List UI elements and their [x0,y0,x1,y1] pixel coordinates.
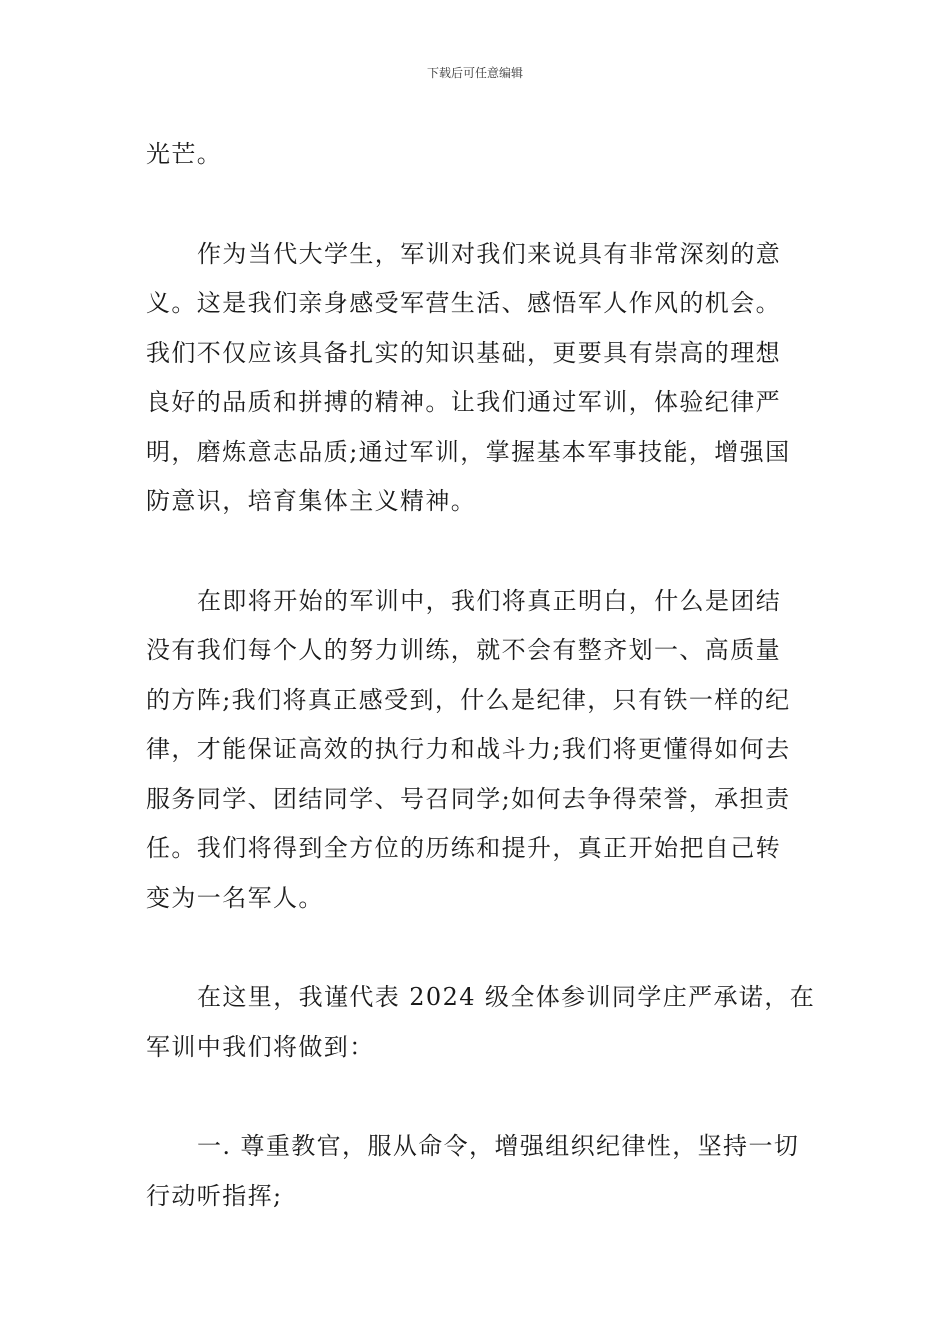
text-line: 行动听指挥; [146,1181,283,1210]
text-line: 军训中我们将做到： [146,1032,375,1061]
text-line: 在这里，我谨代表 2024 级全体参训同学庄严承诺，在 [197,983,816,1011]
paragraph-significance [146,230,811,527]
paragraph-pledge [146,973,816,1072]
paragraph-unity-discipline [146,577,811,924]
text-line: 任。我们将得到全方位的历练和提升，真正开始把自己转 [146,834,781,862]
paragraph-gap [146,180,811,230]
text-line: 良好的品质和拼搏的精神。让我们通过军训，体验纪律严 [146,388,781,416]
text-line: 明，磨炼意志品质;通过军训，掌握基本军事技能，增强国 [146,437,791,466]
text-line: 服务同学、团结同学、号召同学;如何去争得荣誉，承担责 [146,784,791,813]
text-line: 律，才能保证高效的执行力和战斗力;我们将更懂得如何去 [146,735,791,763]
paragraph-continuation [146,130,811,180]
text-line: 我们不仅应该具备扎实的知识基础，更要具有崇高的理想 [146,338,781,367]
page-header: 下载后可任意编辑 [426,66,523,80]
text-line: 义。这是我们亲身感受军营生活、感悟军人作风的机会。 [146,289,781,317]
text-line: 防意识，培育集体主义精神。 [146,487,477,515]
paragraph-item-one [146,1122,811,1221]
paragraph-gap [146,923,811,973]
document-body [146,130,816,1221]
text-line: 光芒。 [146,140,223,168]
text-line: 在即将开始的军训中，我们将真正明白，什么是团结 [197,586,782,615]
text-line: 作为当代大学生，军训对我们来说具有非常深刻的意 [197,239,782,268]
paragraph-gap [146,527,811,577]
text-line: 的方阵;我们将真正感受到，什么是纪律，只有铁一样的纪 [146,685,791,714]
text-line: 一. 尊重教官，服从命令，增强组织纪律性，坚持一切 [197,1132,800,1160]
text-line: 没有我们每个人的努力训练，就不会有整齐划一、高质量 [146,636,781,664]
text-line: 变为一名军人。 [146,883,324,912]
paragraph-gap [146,1072,811,1122]
